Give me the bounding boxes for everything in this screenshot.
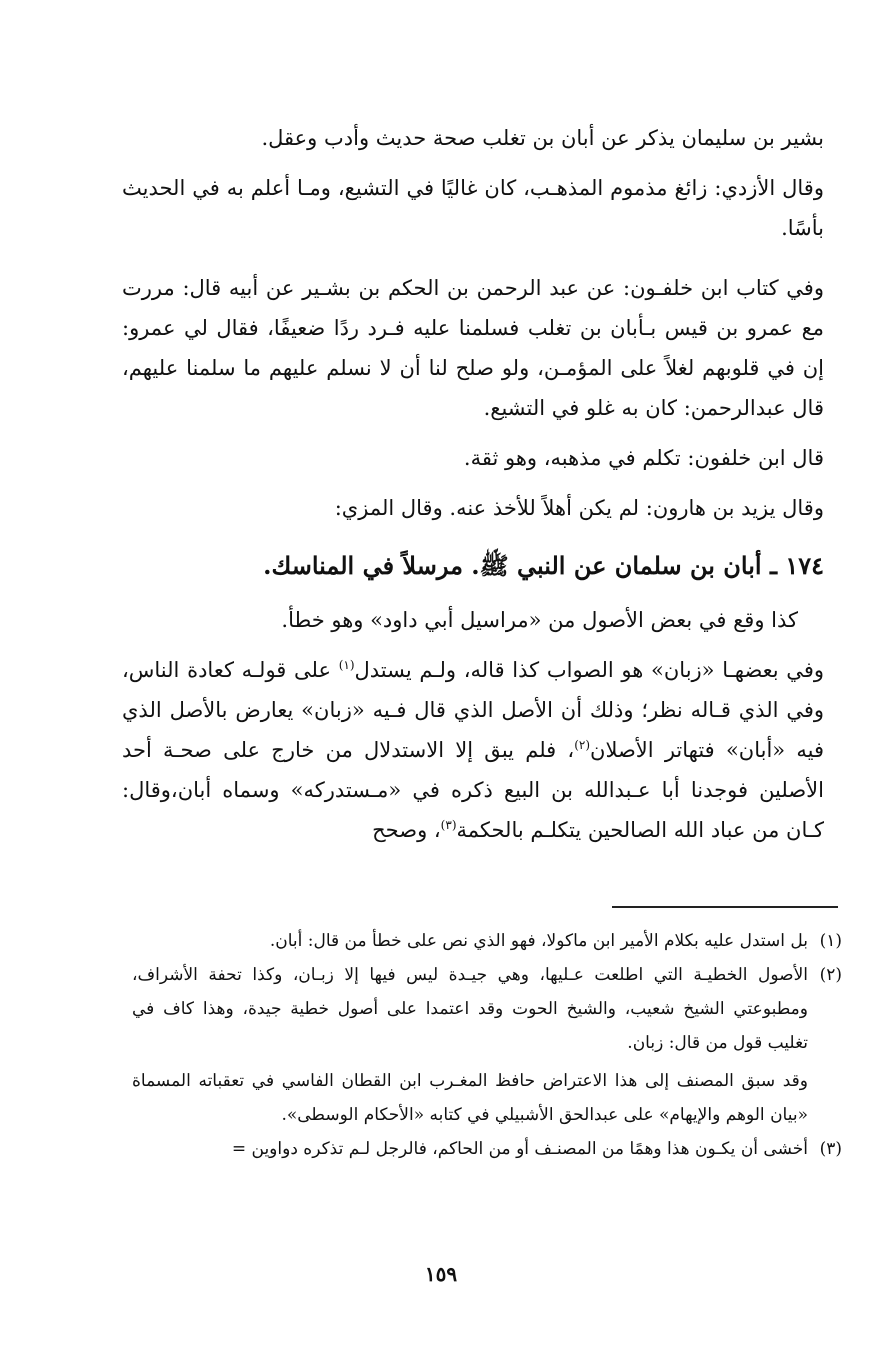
footnote-continuation: وقد سبق المصنف إلى هذا الاعتراض حافظ المغـرب ابن القطان الفاسي في تعقباته المسماة «بيان الوهم والإيهام» على عبدالحق الأشبيلي في كتابه «الأحكام الوسطى». — [132, 1071, 808, 1125]
footnote-ref: (٣) — [440, 818, 457, 832]
footnote-number: (٢) — [819, 965, 842, 985]
footnote — [132, 924, 842, 958]
footnote-ref: (٢) — [574, 738, 591, 752]
paragraph — [122, 650, 824, 850]
entry-heading: ١٧٤ ـ أبان بن سلمان عن النبي ﷺ. مرسلاً في المناسك. — [263, 551, 824, 580]
footnote-separator — [612, 906, 838, 908]
paragraph-text: ، وصحح — [372, 818, 441, 842]
paragraph-text: ، فلم يبق إلا الاستدلال من خارج على صحـة أحد الأصلين فوجدنا أبا عـبدالله بن البيع ذكره في «مـستدركه» وسماه أبان،وقال: كـان من عباد الله الصالحين يتكلـم بالحكمة — [122, 738, 824, 842]
paragraph: كذا وقع في بعض الأصول من «مراسيل أبي داود» وهو خطأ. — [281, 608, 798, 632]
footnote-number: (١) — [819, 931, 842, 951]
footnote-text: أخشى أن يكـون هذا وهمًا من المصنـف أو من الحاكم، فالرجل لـم تذكره دواوين = — [231, 1139, 808, 1159]
paragraph: وقال يزيد بن هارون: لم يكن أهلاً للأخذ عنه. وقال المزي: — [334, 496, 824, 520]
paragraph: قال ابن خلفون: تكلم في مذهبه، وهو ثقة. — [463, 446, 824, 470]
footnote — [132, 1132, 842, 1166]
paragraph: بشير بن سليمان يذكر عن أبان بن تغلب صحة حديث وأدب وعقل. — [261, 126, 824, 150]
paragraph: وقال الأزدي: زائغ مذموم المذهـب، كان غاليًا في التشيع، ومـا أعلم به في الحديث بأسًا. — [122, 176, 824, 240]
page-number: ١٥٩ — [424, 1262, 458, 1286]
footnotes — [132, 924, 842, 1166]
paragraph-text: وفي بعضهـا «زبان» هو الصواب كذا قاله، ولـم يستدل — [354, 658, 824, 682]
paragraph: وفي كتاب ابن خلفـون: عن عبد الرحمن بن الحكم بن بشـير عن أبيه قال: مررت مع عمرو بن قيس بـأبان بن تغلب فسلمنا عليه فـرد ردًا ضعيفًا، فقال لي عمرو: إن في قلوبهم لغلاً على المؤمـن، ولو صلح لنا أن لا نسلم عليهم ما سلمنا عليهم، قال عبدالرحمن: كان به غلو في التشيع. — [122, 276, 824, 420]
footnote — [132, 958, 842, 1060]
footnote-ref: (١) — [338, 658, 355, 672]
footnote-text: الأصول الخطيـة التي اطلعت عـليها، وهي جيـدة ليس فيها إلا زبـان، وكذا تحفة الأشراف، ومطبوعتي الشيخ شعيب، والشيخ الحوت وقد اعتمدا على أصول خطية جيدة، وهذا كاف في تغليب قول من قال: زبان. — [132, 965, 808, 1053]
main-text — [122, 118, 824, 850]
footnote-number: (٣) — [819, 1139, 842, 1159]
paragraph-text: على قولـه كعادة الناس، وفي الذي قـاله نظر؛ وذلك أن الأصل الذي قال فـيه «زبان» يعارض بالأصل الذي فيه «أبان» فتهاتر الأصلان — [122, 658, 824, 762]
footnote-text: بل استدل عليه بكلام الأمير ابن ماكولا، فهو الذي نص على خطأ من قال: أبان. — [269, 931, 808, 951]
